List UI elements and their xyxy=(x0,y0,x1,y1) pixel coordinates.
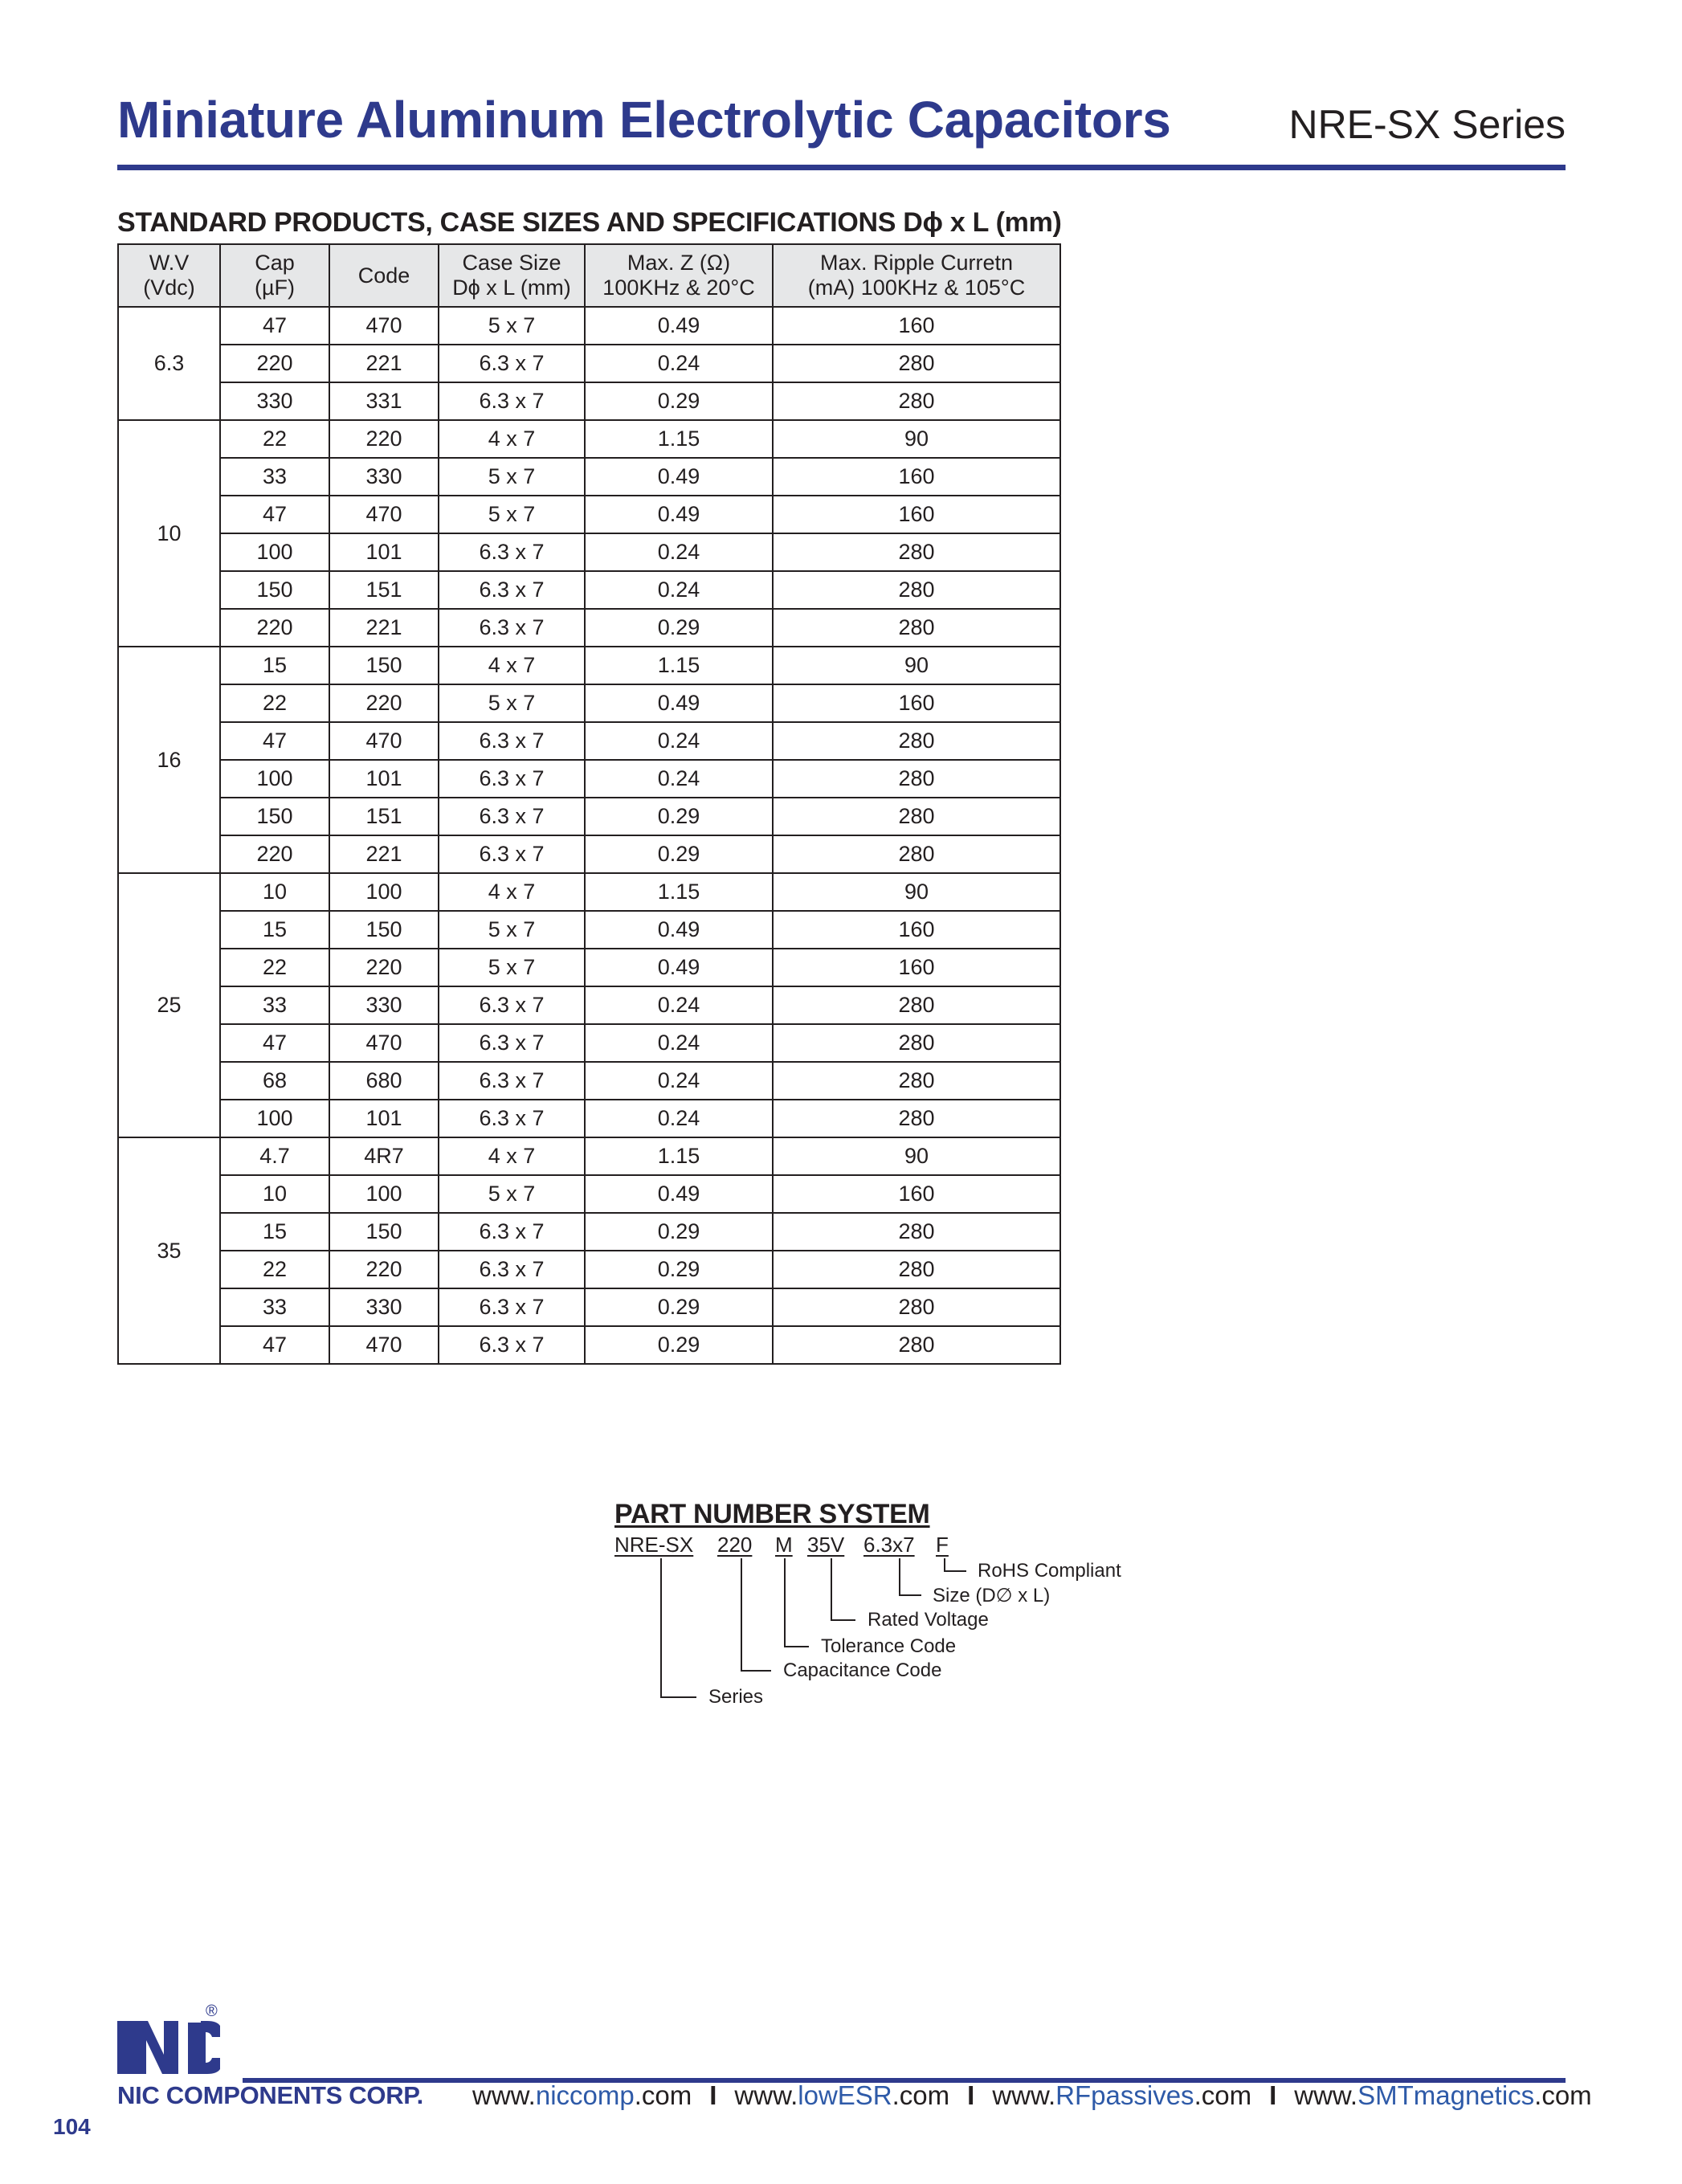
footer-link[interactable] xyxy=(1294,2080,1591,2110)
link-separator: I xyxy=(709,2080,717,2110)
cell-ripple: 160 xyxy=(773,307,1060,345)
cell-wv: 25 xyxy=(118,873,220,1137)
label-size: Size (D∅ x L) xyxy=(933,1585,1051,1606)
cell-cap: 220 xyxy=(220,609,329,647)
spec-table xyxy=(117,243,1061,1365)
cell-cap: 22 xyxy=(220,684,329,722)
cell-code: 150 xyxy=(329,647,439,684)
link-highlight: SMTmagnetics xyxy=(1357,2080,1535,2110)
cell-case: 6.3 x 7 xyxy=(439,1024,585,1062)
table-header-row xyxy=(118,244,1060,307)
cell-code: 101 xyxy=(329,760,439,798)
cell-case: 6.3 x 7 xyxy=(439,722,585,760)
cell-wv: 10 xyxy=(118,420,220,647)
cell-z: 0.49 xyxy=(585,458,773,496)
cell-code: 470 xyxy=(329,722,439,760)
cell-code: 220 xyxy=(329,949,439,986)
cell-code: 220 xyxy=(329,684,439,722)
cell-cap: 4.7 xyxy=(220,1137,329,1175)
cell-ripple: 280 xyxy=(773,798,1060,835)
footer-link[interactable] xyxy=(734,2080,949,2110)
cell-case: 5 x 7 xyxy=(439,458,585,496)
registered-mark: ® xyxy=(206,2003,218,2020)
link-separator: I xyxy=(967,2080,975,2110)
code-rohs: F xyxy=(936,1533,949,1557)
cell-cap: 47 xyxy=(220,496,329,533)
cell-case: 6.3 x 7 xyxy=(439,533,585,571)
cell-wv: 35 xyxy=(118,1137,220,1364)
cell-cap: 47 xyxy=(220,307,329,345)
cell-ripple: 160 xyxy=(773,949,1060,986)
cell-cap: 22 xyxy=(220,949,329,986)
cell-z: 0.24 xyxy=(585,986,773,1024)
cell-cap: 100 xyxy=(220,760,329,798)
code-tolerance: M xyxy=(775,1533,793,1557)
code-capacitance: 220 xyxy=(717,1533,753,1557)
cell-z: 0.29 xyxy=(585,609,773,647)
cell-ripple: 160 xyxy=(773,911,1060,949)
cell-cap: 22 xyxy=(220,420,329,458)
cell-ripple: 280 xyxy=(773,382,1060,420)
series-name: NRE-SX Series xyxy=(1288,102,1566,147)
cell-z: 0.29 xyxy=(585,1213,773,1251)
cell-z: 0.49 xyxy=(585,1175,773,1213)
title-divider xyxy=(117,165,1566,170)
table-row xyxy=(118,1326,1060,1364)
table-row xyxy=(118,1062,1060,1100)
cell-code: 151 xyxy=(329,571,439,609)
footer-link[interactable] xyxy=(472,2080,692,2110)
table-row xyxy=(118,1213,1060,1251)
label-tolerance: Tolerance Code xyxy=(821,1635,957,1657)
table-row xyxy=(118,873,1060,911)
cell-cap: 15 xyxy=(220,647,329,684)
cell-code: 470 xyxy=(329,307,439,345)
cell-case: 6.3 x 7 xyxy=(439,760,585,798)
cell-code: 100 xyxy=(329,873,439,911)
table-row xyxy=(118,722,1060,760)
cell-ripple: 90 xyxy=(773,873,1060,911)
cell-code: 150 xyxy=(329,1213,439,1251)
cell-code: 470 xyxy=(329,1326,439,1364)
cell-case: 6.3 x 7 xyxy=(439,1288,585,1326)
cell-code: 330 xyxy=(329,1288,439,1326)
logo-mark xyxy=(117,2021,220,2074)
cell-cap: 10 xyxy=(220,1175,329,1213)
table-row xyxy=(118,760,1060,798)
table-row xyxy=(118,647,1060,684)
cell-cap: 15 xyxy=(220,1213,329,1251)
header-cap: Cap (µF) xyxy=(220,244,329,307)
cell-case: 5 x 7 xyxy=(439,307,585,345)
cell-ripple: 280 xyxy=(773,609,1060,647)
link-prefix: www. xyxy=(992,2080,1056,2110)
cell-z: 0.29 xyxy=(585,1326,773,1364)
cell-z: 0.49 xyxy=(585,949,773,986)
cell-code: 330 xyxy=(329,458,439,496)
cell-code: 331 xyxy=(329,382,439,420)
cell-code: 100 xyxy=(329,1175,439,1213)
cell-case: 5 x 7 xyxy=(439,684,585,722)
cell-cap: 150 xyxy=(220,798,329,835)
cell-case: 4 x 7 xyxy=(439,420,585,458)
cell-ripple: 280 xyxy=(773,986,1060,1024)
cell-z: 0.24 xyxy=(585,345,773,382)
cell-ripple: 280 xyxy=(773,1024,1060,1062)
cell-case: 5 x 7 xyxy=(439,949,585,986)
table-row xyxy=(118,684,1060,722)
cell-ripple: 90 xyxy=(773,647,1060,684)
header-ripple: Max. Ripple Curretn (mA) 100KHz & 105°C xyxy=(773,244,1060,307)
cell-case: 6.3 x 7 xyxy=(439,1100,585,1137)
section-heading: STANDARD PRODUCTS, CASE SIZES AND SPECIFICATIONS Dϕ x L (mm) xyxy=(117,207,1062,238)
footer-link[interactable] xyxy=(992,2080,1251,2110)
link-separator: I xyxy=(1269,2080,1277,2110)
table-row xyxy=(118,458,1060,496)
cell-ripple: 90 xyxy=(773,1137,1060,1175)
cell-z: 0.24 xyxy=(585,1100,773,1137)
cell-code: 221 xyxy=(329,835,439,873)
cell-ripple: 160 xyxy=(773,1175,1060,1213)
table-row xyxy=(118,1288,1060,1326)
table-row xyxy=(118,420,1060,458)
cell-code: 221 xyxy=(329,609,439,647)
cell-case: 6.3 x 7 xyxy=(439,835,585,873)
cell-cap: 150 xyxy=(220,571,329,609)
cell-cap: 15 xyxy=(220,911,329,949)
cell-z: 1.15 xyxy=(585,873,773,911)
cell-cap: 47 xyxy=(220,722,329,760)
cell-wv: 6.3 xyxy=(118,307,220,420)
header-code: Code xyxy=(329,244,439,307)
table-row xyxy=(118,571,1060,609)
link-suffix: .com xyxy=(1534,2080,1592,2110)
cell-code: 330 xyxy=(329,986,439,1024)
cell-z: 0.29 xyxy=(585,835,773,873)
cell-cap: 10 xyxy=(220,873,329,911)
header-wv: W.V (Vdc) xyxy=(118,244,220,307)
header-case-size: Case Size Dϕ x L (mm) xyxy=(439,244,585,307)
cell-z: 0.49 xyxy=(585,307,773,345)
cell-z: 0.24 xyxy=(585,760,773,798)
cell-cap: 47 xyxy=(220,1326,329,1364)
cell-ripple: 280 xyxy=(773,345,1060,382)
code-size: 6.3x7 xyxy=(863,1533,915,1557)
cell-case: 6.3 x 7 xyxy=(439,571,585,609)
cell-case: 6.3 x 7 xyxy=(439,798,585,835)
page-title: Miniature Aluminum Electrolytic Capacitors xyxy=(117,91,1171,149)
link-suffix: .com xyxy=(892,2080,950,2110)
table-row xyxy=(118,345,1060,382)
table-row xyxy=(118,911,1060,949)
cell-case: 6.3 x 7 xyxy=(439,609,585,647)
label-voltage: Rated Voltage xyxy=(868,1609,989,1631)
cell-case: 4 x 7 xyxy=(439,647,585,684)
cell-ripple: 280 xyxy=(773,1251,1060,1288)
cell-case: 4 x 7 xyxy=(439,1137,585,1175)
cell-z: 0.49 xyxy=(585,911,773,949)
cell-z: 0.24 xyxy=(585,722,773,760)
cell-code: 470 xyxy=(329,1024,439,1062)
cell-cap: 330 xyxy=(220,382,329,420)
cell-case: 5 x 7 xyxy=(439,1175,585,1213)
cell-ripple: 160 xyxy=(773,684,1060,722)
nic-logo xyxy=(117,2003,222,2077)
cell-cap: 220 xyxy=(220,835,329,873)
table-row xyxy=(118,1024,1060,1062)
part-number-title: PART NUMBER SYSTEM xyxy=(614,1499,930,1529)
cell-ripple: 280 xyxy=(773,1100,1060,1137)
cell-case: 5 x 7 xyxy=(439,911,585,949)
cell-z: 0.49 xyxy=(585,496,773,533)
cell-ripple: 280 xyxy=(773,760,1060,798)
cell-code: 4R7 xyxy=(329,1137,439,1175)
cell-cap: 68 xyxy=(220,1062,329,1100)
table-row xyxy=(118,835,1060,873)
link-highlight: niccomp xyxy=(535,2080,635,2110)
cell-ripple: 160 xyxy=(773,496,1060,533)
cell-z: 1.15 xyxy=(585,1137,773,1175)
cell-ripple: 160 xyxy=(773,458,1060,496)
link-suffix: .com xyxy=(1194,2080,1252,2110)
cell-code: 220 xyxy=(329,420,439,458)
cell-z: 1.15 xyxy=(585,420,773,458)
cell-cap: 100 xyxy=(220,533,329,571)
link-highlight: lowESR xyxy=(798,2080,892,2110)
cell-case: 6.3 x 7 xyxy=(439,345,585,382)
table-row xyxy=(118,533,1060,571)
cell-ripple: 280 xyxy=(773,1288,1060,1326)
link-prefix: www. xyxy=(1294,2080,1358,2110)
table-row xyxy=(118,382,1060,420)
cell-z: 1.15 xyxy=(585,647,773,684)
label-rohs: RoHS Compliant xyxy=(978,1560,1121,1582)
cell-cap: 100 xyxy=(220,1100,329,1137)
cell-case: 5 x 7 xyxy=(439,496,585,533)
cell-case: 6.3 x 7 xyxy=(439,382,585,420)
cell-case: 6.3 x 7 xyxy=(439,1213,585,1251)
cell-cap: 33 xyxy=(220,1288,329,1326)
cell-ripple: 280 xyxy=(773,1326,1060,1364)
table-row xyxy=(118,1251,1060,1288)
cell-z: 0.29 xyxy=(585,798,773,835)
cell-cap: 47 xyxy=(220,1024,329,1062)
table-row xyxy=(118,949,1060,986)
table-row xyxy=(118,609,1060,647)
cell-z: 0.29 xyxy=(585,1288,773,1326)
cell-code: 101 xyxy=(329,533,439,571)
label-series: Series xyxy=(708,1686,764,1708)
code-voltage: 35V xyxy=(807,1533,845,1557)
link-suffix: .com xyxy=(634,2080,692,2110)
cell-code: 150 xyxy=(329,911,439,949)
cell-z: 0.24 xyxy=(585,533,773,571)
footer-links xyxy=(472,2080,1592,2111)
cell-code: 220 xyxy=(329,1251,439,1288)
table-row xyxy=(118,307,1060,345)
cell-code: 151 xyxy=(329,798,439,835)
cell-z: 0.24 xyxy=(585,1024,773,1062)
page-number: 104 xyxy=(53,2114,91,2139)
cell-z: 0.24 xyxy=(585,571,773,609)
cell-wv: 16 xyxy=(118,647,220,873)
cell-case: 6.3 x 7 xyxy=(439,986,585,1024)
cell-code: 680 xyxy=(329,1062,439,1100)
cell-ripple: 280 xyxy=(773,835,1060,873)
part-number-system xyxy=(614,1499,1145,1708)
cell-case: 6.3 x 7 xyxy=(439,1062,585,1100)
table-row xyxy=(118,1175,1060,1213)
cell-ripple: 280 xyxy=(773,722,1060,760)
cell-case: 4 x 7 xyxy=(439,873,585,911)
cell-code: 101 xyxy=(329,1100,439,1137)
cell-code: 470 xyxy=(329,496,439,533)
label-capacitance: Capacitance Code xyxy=(783,1659,942,1681)
cell-ripple: 280 xyxy=(773,571,1060,609)
cell-cap: 220 xyxy=(220,345,329,382)
link-highlight: RFpassives xyxy=(1055,2080,1194,2110)
table-row xyxy=(118,496,1060,533)
cell-cap: 33 xyxy=(220,986,329,1024)
link-prefix: www. xyxy=(472,2080,536,2110)
cell-case: 6.3 x 7 xyxy=(439,1251,585,1288)
code-series: NRE-SX xyxy=(614,1533,694,1557)
cell-cap: 22 xyxy=(220,1251,329,1288)
cell-z: 0.29 xyxy=(585,382,773,420)
cell-ripple: 280 xyxy=(773,533,1060,571)
cell-ripple: 280 xyxy=(773,1062,1060,1100)
table-row xyxy=(118,798,1060,835)
table-row xyxy=(118,1137,1060,1175)
cell-z: 0.29 xyxy=(585,1251,773,1288)
cell-z: 0.24 xyxy=(585,1062,773,1100)
cell-code: 221 xyxy=(329,345,439,382)
table-row xyxy=(118,986,1060,1024)
cell-ripple: 280 xyxy=(773,1213,1060,1251)
link-prefix: www. xyxy=(734,2080,798,2110)
header-max-z: Max. Z (Ω) 100KHz & 20°C xyxy=(585,244,773,307)
cell-cap: 33 xyxy=(220,458,329,496)
cell-z: 0.49 xyxy=(585,684,773,722)
company-name: NIC COMPONENTS CORP. xyxy=(117,2081,423,2109)
cell-ripple: 90 xyxy=(773,420,1060,458)
table-body xyxy=(118,307,1060,1364)
table-row xyxy=(118,1100,1060,1137)
cell-case: 6.3 x 7 xyxy=(439,1326,585,1364)
